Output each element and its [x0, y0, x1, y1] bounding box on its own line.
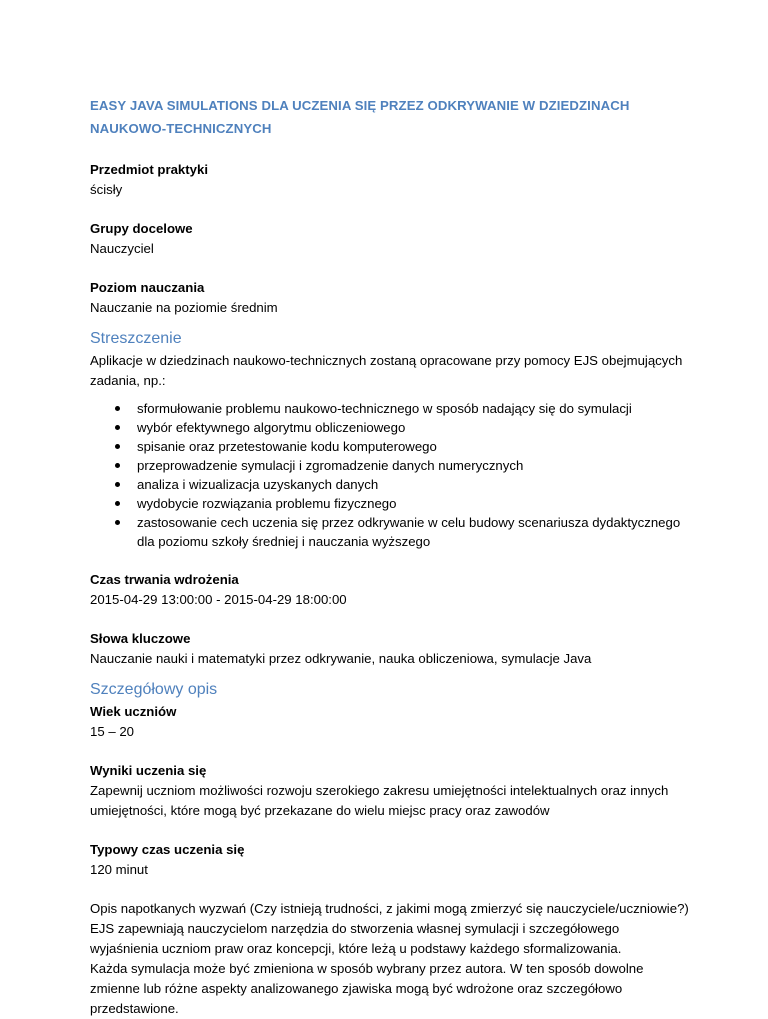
field-learning-time [90, 840, 690, 880]
document-page [90, 94, 690, 1019]
field-value: Nauczanie na poziomie średnim [90, 300, 278, 315]
list-item [90, 494, 690, 513]
field-label: Typowy czas uczenia się [90, 842, 245, 857]
field-student-age [90, 702, 690, 742]
field-learning-outcomes [90, 761, 690, 821]
field-value: ścisły [90, 182, 123, 197]
bullet-icon [115, 501, 120, 506]
challenges-paragraph: EJS zapewniają nauczycielom narzędzia do stworzenia własnej symulacji i szczegółowego wyjaśnienia uczniom praw oraz koncepcji, które leżą u podstawy każdego sformalizowania. [90, 921, 622, 956]
field-label: Wiek uczniów [90, 704, 177, 719]
field-label: Poziom nauczania [90, 280, 205, 295]
field-education-level [90, 278, 690, 318]
field-implementation-time [90, 570, 690, 610]
field-label: Przedmiot praktyki [90, 162, 208, 177]
section-heading-summary: Streszczenie [90, 330, 182, 347]
list-item-text: sformułowanie problemu naukowo-technicznego w sposób nadający się do symulacji [137, 401, 632, 416]
challenges-section [90, 899, 690, 1019]
list-item [90, 418, 690, 437]
field-value: Nauczanie nauki i matematyki przez odkrywanie, nauka obliczeniowa, symulacje Java [90, 651, 592, 666]
field-value: 120 minut [90, 862, 148, 877]
bullet-icon [115, 520, 120, 525]
field-value: 15 – 20 [90, 724, 134, 739]
challenges-intro: Opis napotkanych wyzwań (Czy istnieją trudności, z jakimi mogą zmierzyć się nauczyciele/uczniowie?) [90, 901, 689, 916]
list-item-text: wybór efektywnego algorytmu obliczeniowego [137, 420, 406, 435]
field-value: Zapewnij uczniom możliwości rozwoju szerokiego zakresu umiejętności intelektualnych oraz innych umiejętności, które mogą być przekazane do wielu miejsc pracy oraz zawodów [90, 783, 669, 818]
bullet-icon [115, 406, 120, 411]
list-item-text: zastosowanie cech uczenia się przez odkrywanie w celu budowy scenariusza dydaktycznego dla poziomu szkoły średniej i nauczania wyższego [137, 515, 681, 549]
field-keywords [90, 629, 690, 669]
field-label: Wyniki uczenia się [90, 763, 207, 778]
list-item [90, 399, 690, 418]
field-value: 2015-04-29 13:00:00 - 2015-04-29 18:00:00 [90, 592, 347, 607]
summary-intro: Aplikacje w dziedzinach naukowo-technicznych zostaną opracowane przy pomocy EJS obejmujących zadania, np.: [90, 353, 683, 388]
bullet-icon [115, 425, 120, 430]
bullet-icon [115, 463, 120, 468]
field-label: Grupy docelowe [90, 221, 193, 236]
section-heading-details: Szczegółowy opis [90, 681, 218, 698]
list-item-text: spisanie oraz przetestowanie kodu komputerowego [137, 439, 437, 454]
list-item [90, 437, 690, 456]
document-title: EASY JAVA SIMULATIONS DLA UCZENIA SIĘ PRZEZ ODKRYWANIE W DZIEDZINACH NAUKOWO-TECHNICZNYCH [90, 98, 630, 136]
challenges-paragraph: Każda symulacja może być zmieniona w sposób wybrany przez autora. W ten sposób dowolne zmienne lub różne aspekty analizowanego zjawiska mogą być wdrożone oraz szczegółowo przedstawione. [90, 961, 644, 1016]
field-subject [90, 160, 690, 200]
field-value: Nauczyciel [90, 241, 154, 256]
list-item-text: przeprowadzenie symulacji i zgromadzenie danych numerycznych [137, 458, 524, 473]
bullet-icon [115, 444, 120, 449]
field-label: Czas trwania wdrożenia [90, 572, 239, 587]
list-item-text: analiza i wizualizacja uzyskanych danych [137, 477, 379, 492]
summary-bullet-list [90, 399, 690, 551]
list-item [90, 513, 690, 551]
list-item-text: wydobycie rozwiązania problemu fizycznego [137, 496, 397, 511]
list-item [90, 456, 690, 475]
field-label: Słowa kluczowe [90, 631, 191, 646]
list-item [90, 475, 690, 494]
bullet-icon [115, 482, 120, 487]
field-target-groups [90, 219, 690, 259]
